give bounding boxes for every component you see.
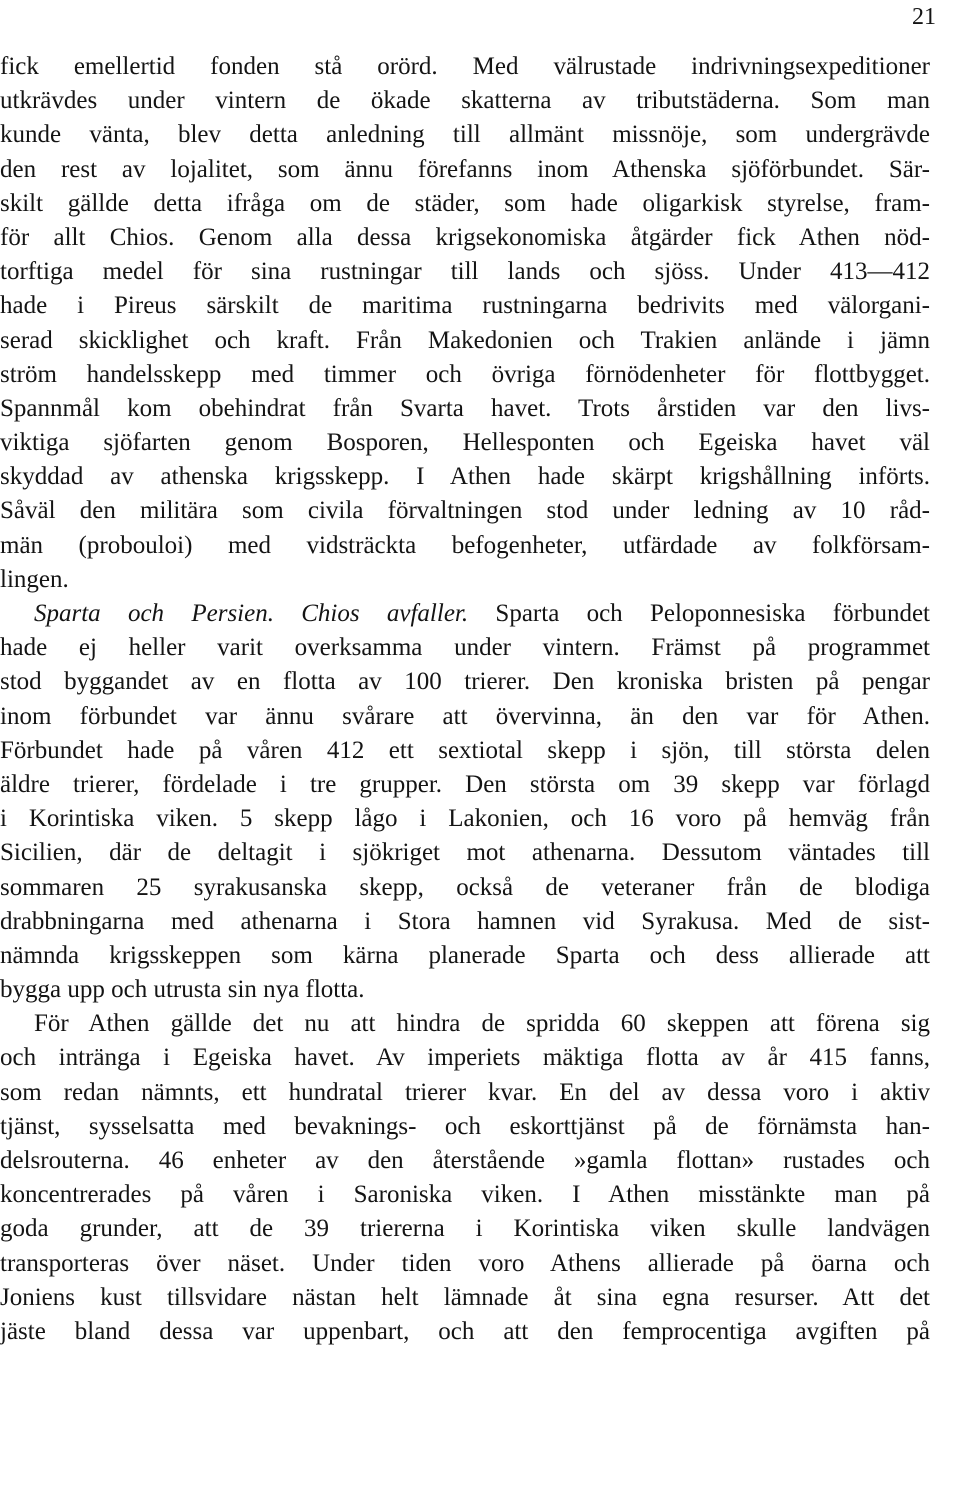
text-line: Spannmål kom obehindrat från Svarta havet. Trots årstiden var den livs- — [0, 394, 930, 422]
text-line: serad skicklighet och kraft. Från Makedonien och Trakien anlände i jämn — [0, 326, 930, 354]
text-line: Såväl den militära som civila förvaltningen stod under ledning av 10 råd- — [0, 497, 930, 525]
text-line: stod byggandet av en flotta av 100 trierer. Den kroniska bristen på pengar — [0, 668, 930, 696]
text-line: män (probouloi) med vidsträckta befogenheter, utfärdade av folkförsam- — [0, 531, 930, 559]
text-line: tjänst, sysselsatta med bevaknings- och eskorttjänst på de förnämsta han- — [0, 1112, 930, 1140]
text-line: nämnda krigsskeppen som kärna planerade Sparta och dess allierade att — [0, 941, 930, 969]
text-line: skyddad av athenska krigsskepp. I Athen hade skärpt krigshållning införts. — [0, 463, 930, 491]
text-line: viktiga sjöfarten genom Bosporen, Hellesponten och Egeiska havet väl — [0, 429, 930, 457]
text-line: Sicilien, där de deltagit i sjökriget mot athenarna. Dessutom väntades till — [0, 839, 930, 867]
text-line: för allt Chios. Genom alla dessa krigsekonomiska åtgärder fick Athen nöd- — [0, 223, 930, 251]
text-line: skilt gällde detta ifråga om de städer, som hade oligarkisk styrelse, fram- — [0, 189, 930, 217]
text-line: inom förbundet var ännu svårare att övervinna, än den var för Athen. — [0, 702, 930, 730]
page-number: 21 — [912, 4, 936, 30]
text-line: torftiga medel för sina rustningar till lands och sjöss. Under 413—412 — [0, 258, 930, 286]
text-line: goda grunder, att de 39 triererna i Korintiska viken skulle landvägen — [0, 1215, 930, 1243]
text-line: transporteras över näset. Under tiden voro Athens allierade på öarna och — [0, 1249, 930, 1277]
text-line: jäste bland dessa var uppenbart, och att den femprocentiga avgiften på — [0, 1317, 930, 1345]
text-line: Joniens kust tillsvidare nästan helt lämnade åt sina egna resurser. Att det — [0, 1283, 930, 1311]
text-line: bygga upp och utrusta sin nya flotta. — [0, 976, 365, 1004]
text-line: som redan nämnts, ett hundratal trierer kvar. En del av dessa voro i aktiv — [0, 1078, 930, 1106]
text-line: hade ej heller varit overksamma under vintern. Främst på programmet — [0, 634, 930, 662]
heading-line-rest: Sparta och Peloponnesiska förbundet — [468, 600, 930, 627]
text-line: äldre trierer, fördelade i tre grupper. Den största om 39 skepp var förlagd — [0, 770, 930, 798]
paragraph-2 — [0, 597, 930, 1007]
text-line: fick emellertid fonden stå orörd. Med välrustade indrivningsexpeditioner — [0, 53, 930, 80]
text-line: hade i Pireus särskilt de maritima rustningarna bedrivits med välorgani- — [0, 292, 930, 320]
text-line: utkrävdes under vintern de ökade skatterna av tributstäderna. Som man — [0, 87, 930, 115]
paragraph-3 — [0, 1007, 930, 1349]
text-line: den rest av lojalitet, som ännu förefanns inom Athenska sjöförbundet. Sär- — [0, 155, 930, 183]
text-line: För Athen gällde det nu att hindra de spridda 60 skeppen att förena sig — [34, 1010, 930, 1038]
text-line: ström handelsskepp med timmer och övriga förnödenheter för flottbygget. — [0, 360, 930, 388]
body-text — [0, 50, 930, 1349]
text-line: i Korintiska viken. 5 skepp lågo i Lakonien, och 16 voro på hemväg från — [0, 805, 930, 833]
text-line: delsrouterna. 46 enheter av den återstående »gamla flottan» rustades och — [0, 1147, 930, 1174]
text-line: drabbningarna med athenarna i Stora hamnen vid Syrakusa. Med de sist- — [0, 907, 930, 935]
section-heading: Sparta och Persien. Chios avfaller. — [34, 600, 469, 627]
text-line: och intränga i Egeiska havet. Av imperiets mäktiga flotta av år 415 fanns, — [0, 1044, 930, 1072]
text-line: kunde vänta, blev detta anledning till allmänt missnöje, som undergrävde — [0, 121, 930, 149]
text-line: koncentrerades på våren i Saroniska viken. I Athen misstänkte man på — [0, 1181, 930, 1209]
text-line: Förbundet hade på våren 412 ett sextiotal skepp i sjön, till största delen — [0, 736, 930, 764]
text-line: lingen. — [0, 565, 69, 593]
text-line: sommaren 25 syrakusanska skepp, också de veteraner från de blodiga — [0, 873, 930, 901]
section-heading-line — [0, 597, 930, 631]
paragraph-1 — [0, 50, 930, 597]
